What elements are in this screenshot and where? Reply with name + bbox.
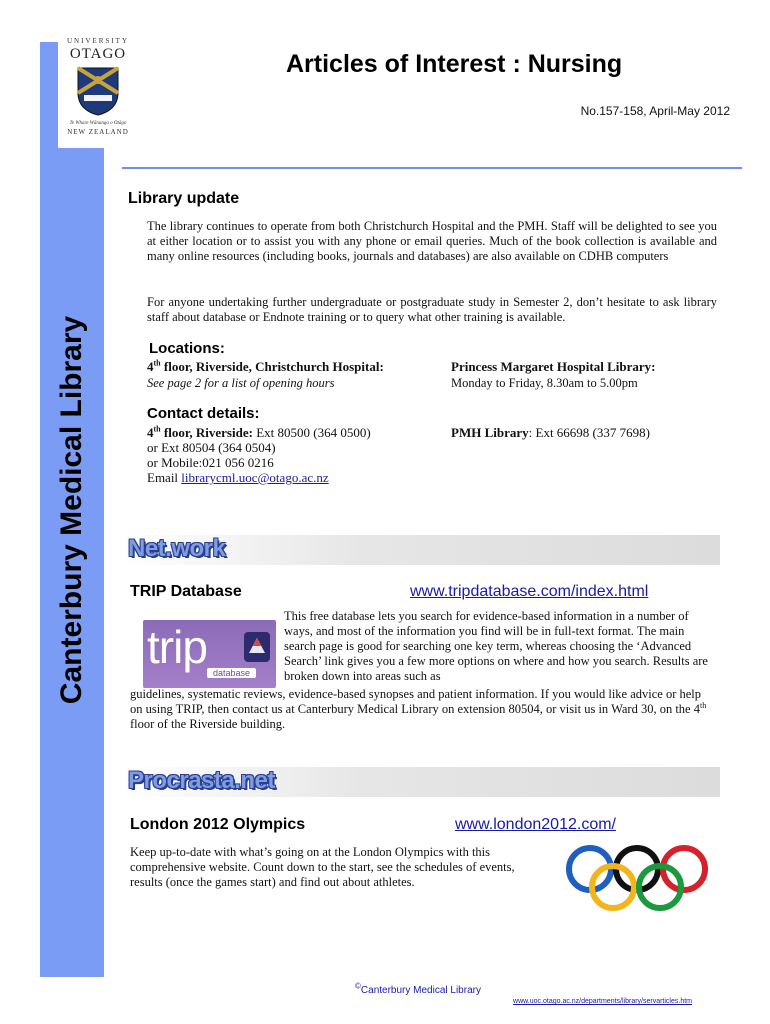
- logo-motto: Te Whare Wānanga o Otāgo: [69, 121, 127, 126]
- location-floor-number: 4: [147, 359, 154, 374]
- header-divider: [122, 167, 742, 169]
- email-link[interactable]: librarycml.uoc@otago.ac.nz: [181, 470, 329, 485]
- network-banner: [122, 535, 720, 565]
- trip-floor-suffix: th: [699, 700, 707, 710]
- network-banner-title: Net.work: [128, 535, 226, 562]
- pmh-contact: [451, 425, 650, 440]
- opening-hours-note: See page 2 for a list of opening hours: [147, 376, 335, 390]
- procrasta-banner-title: Procrasta.net: [128, 767, 275, 794]
- page-title: Articles of Interest : Nursing: [286, 50, 623, 78]
- issue-number: No.157-158, April-May 2012: [580, 104, 730, 118]
- london-heading: London 2012 Olympics: [130, 816, 306, 833]
- logo-university-text: UNIVERSITY: [67, 37, 129, 45]
- contact-floor-label: floor, Riverside:: [160, 425, 253, 440]
- london-url-link[interactable]: www.london2012.com/: [455, 816, 616, 833]
- procrasta-banner: [122, 767, 720, 797]
- trip-description: This free database lets you search for evidence-based information in a number of ways, and most of the information you find will be in full-text format. The main search page is good for searching one key term, whereas choosing the ‘Advanced Search’ link gives you a few more options on where and how you search. Results are broken down into areas such as: [284, 609, 708, 683]
- copyright-symbol: ©: [355, 981, 361, 991]
- trip-url-link[interactable]: www.tripdatabase.com/index.html: [410, 583, 649, 600]
- trip-logo: [143, 620, 276, 688]
- contact-mobile: or Mobile:021 056 0216: [147, 455, 274, 470]
- location-floor-suffix: th: [153, 358, 161, 368]
- crest-icon: [75, 65, 121, 117]
- email-label: Email: [147, 470, 182, 485]
- contact-floor-number: 4: [147, 425, 154, 440]
- library-update-paragraph-1: The library continues to operate from both Christchurch Hospital and the PMH. Staff will be delighted to see you at either location or to assist you with any phone or email queries. Much of the book collection is available and many online resources (including books, journals and databases) are also available on CDHB computers: [147, 219, 717, 263]
- contact-email: [147, 470, 329, 485]
- pmh-contact-extension: : Ext 66698 (337 7698): [528, 425, 650, 440]
- olympic-rings-icon: [562, 845, 712, 911]
- london-description: Keep up-to-date with what’s going on at the London Olympics with this comprehensive website. Count down to the start, see the schedules of events, results (once the games start) and find out about athletes.: [130, 845, 515, 889]
- pmh-location-title: Princess Margaret Hospital Library:: [451, 359, 656, 374]
- pmh-hours: Monday to Friday, 8.30am to 5.00pm: [451, 376, 638, 390]
- contact-heading-text: Contact details: [147, 405, 255, 422]
- university-logo: [58, 30, 138, 148]
- footer-library-name: Canterbury Medical Library: [360, 985, 481, 996]
- contact-extension-2: or Ext 80504 (364 0504): [147, 440, 276, 455]
- trip-heading: TRIP Database: [130, 583, 242, 600]
- logo-country: NEW ZEALAND: [67, 128, 129, 136]
- trip-description-continued: [130, 687, 710, 732]
- riverside-contact: [147, 425, 371, 440]
- trip-logo-word: trip: [147, 621, 207, 673]
- logo-otago-text: OTAGO: [69, 46, 127, 62]
- location-floor-title: floor, Riverside, Christchurch Hospital:: [160, 359, 384, 374]
- pyramid-icon: [247, 636, 267, 656]
- sidebar-title: Canterbury Medical Library: [55, 315, 88, 705]
- riverside-location: [147, 359, 384, 374]
- footer-library: [355, 981, 481, 996]
- trip-logo-sub: database: [207, 668, 256, 678]
- contact-heading: [147, 405, 260, 422]
- trip-text-2: floor of the Riverside building.: [130, 717, 286, 731]
- footer-url-link[interactable]: www.uoc.otago.ac.nz/departments/library/servarticles.htm: [513, 998, 692, 1005]
- library-update-heading: Library update: [128, 190, 240, 207]
- contact-floor-suffix: th: [153, 424, 161, 434]
- library-update-paragraph-2: For anyone undertaking further undergraduate or postgraduate study in Semester 2, don’t hesitate to ask library staff about database or Endnote training or to query what other training is available.: [147, 295, 717, 324]
- pmh-contact-label: PMH Library: [451, 425, 529, 440]
- trip-text-1: guidelines, systematic reviews, evidence-based synopses and patient information. If you would like advice or help on using TRIP, then contact us at Canterbury Medical Library on extension 80504, or visit us in Ward 30, on the 4: [130, 687, 702, 716]
- trip-pyramid-icon: [244, 632, 270, 662]
- contact-heading-colon: :: [254, 405, 260, 422]
- locations-heading: Locations:: [149, 340, 225, 357]
- contact-extension: Ext 80500 (364 0500): [252, 425, 371, 440]
